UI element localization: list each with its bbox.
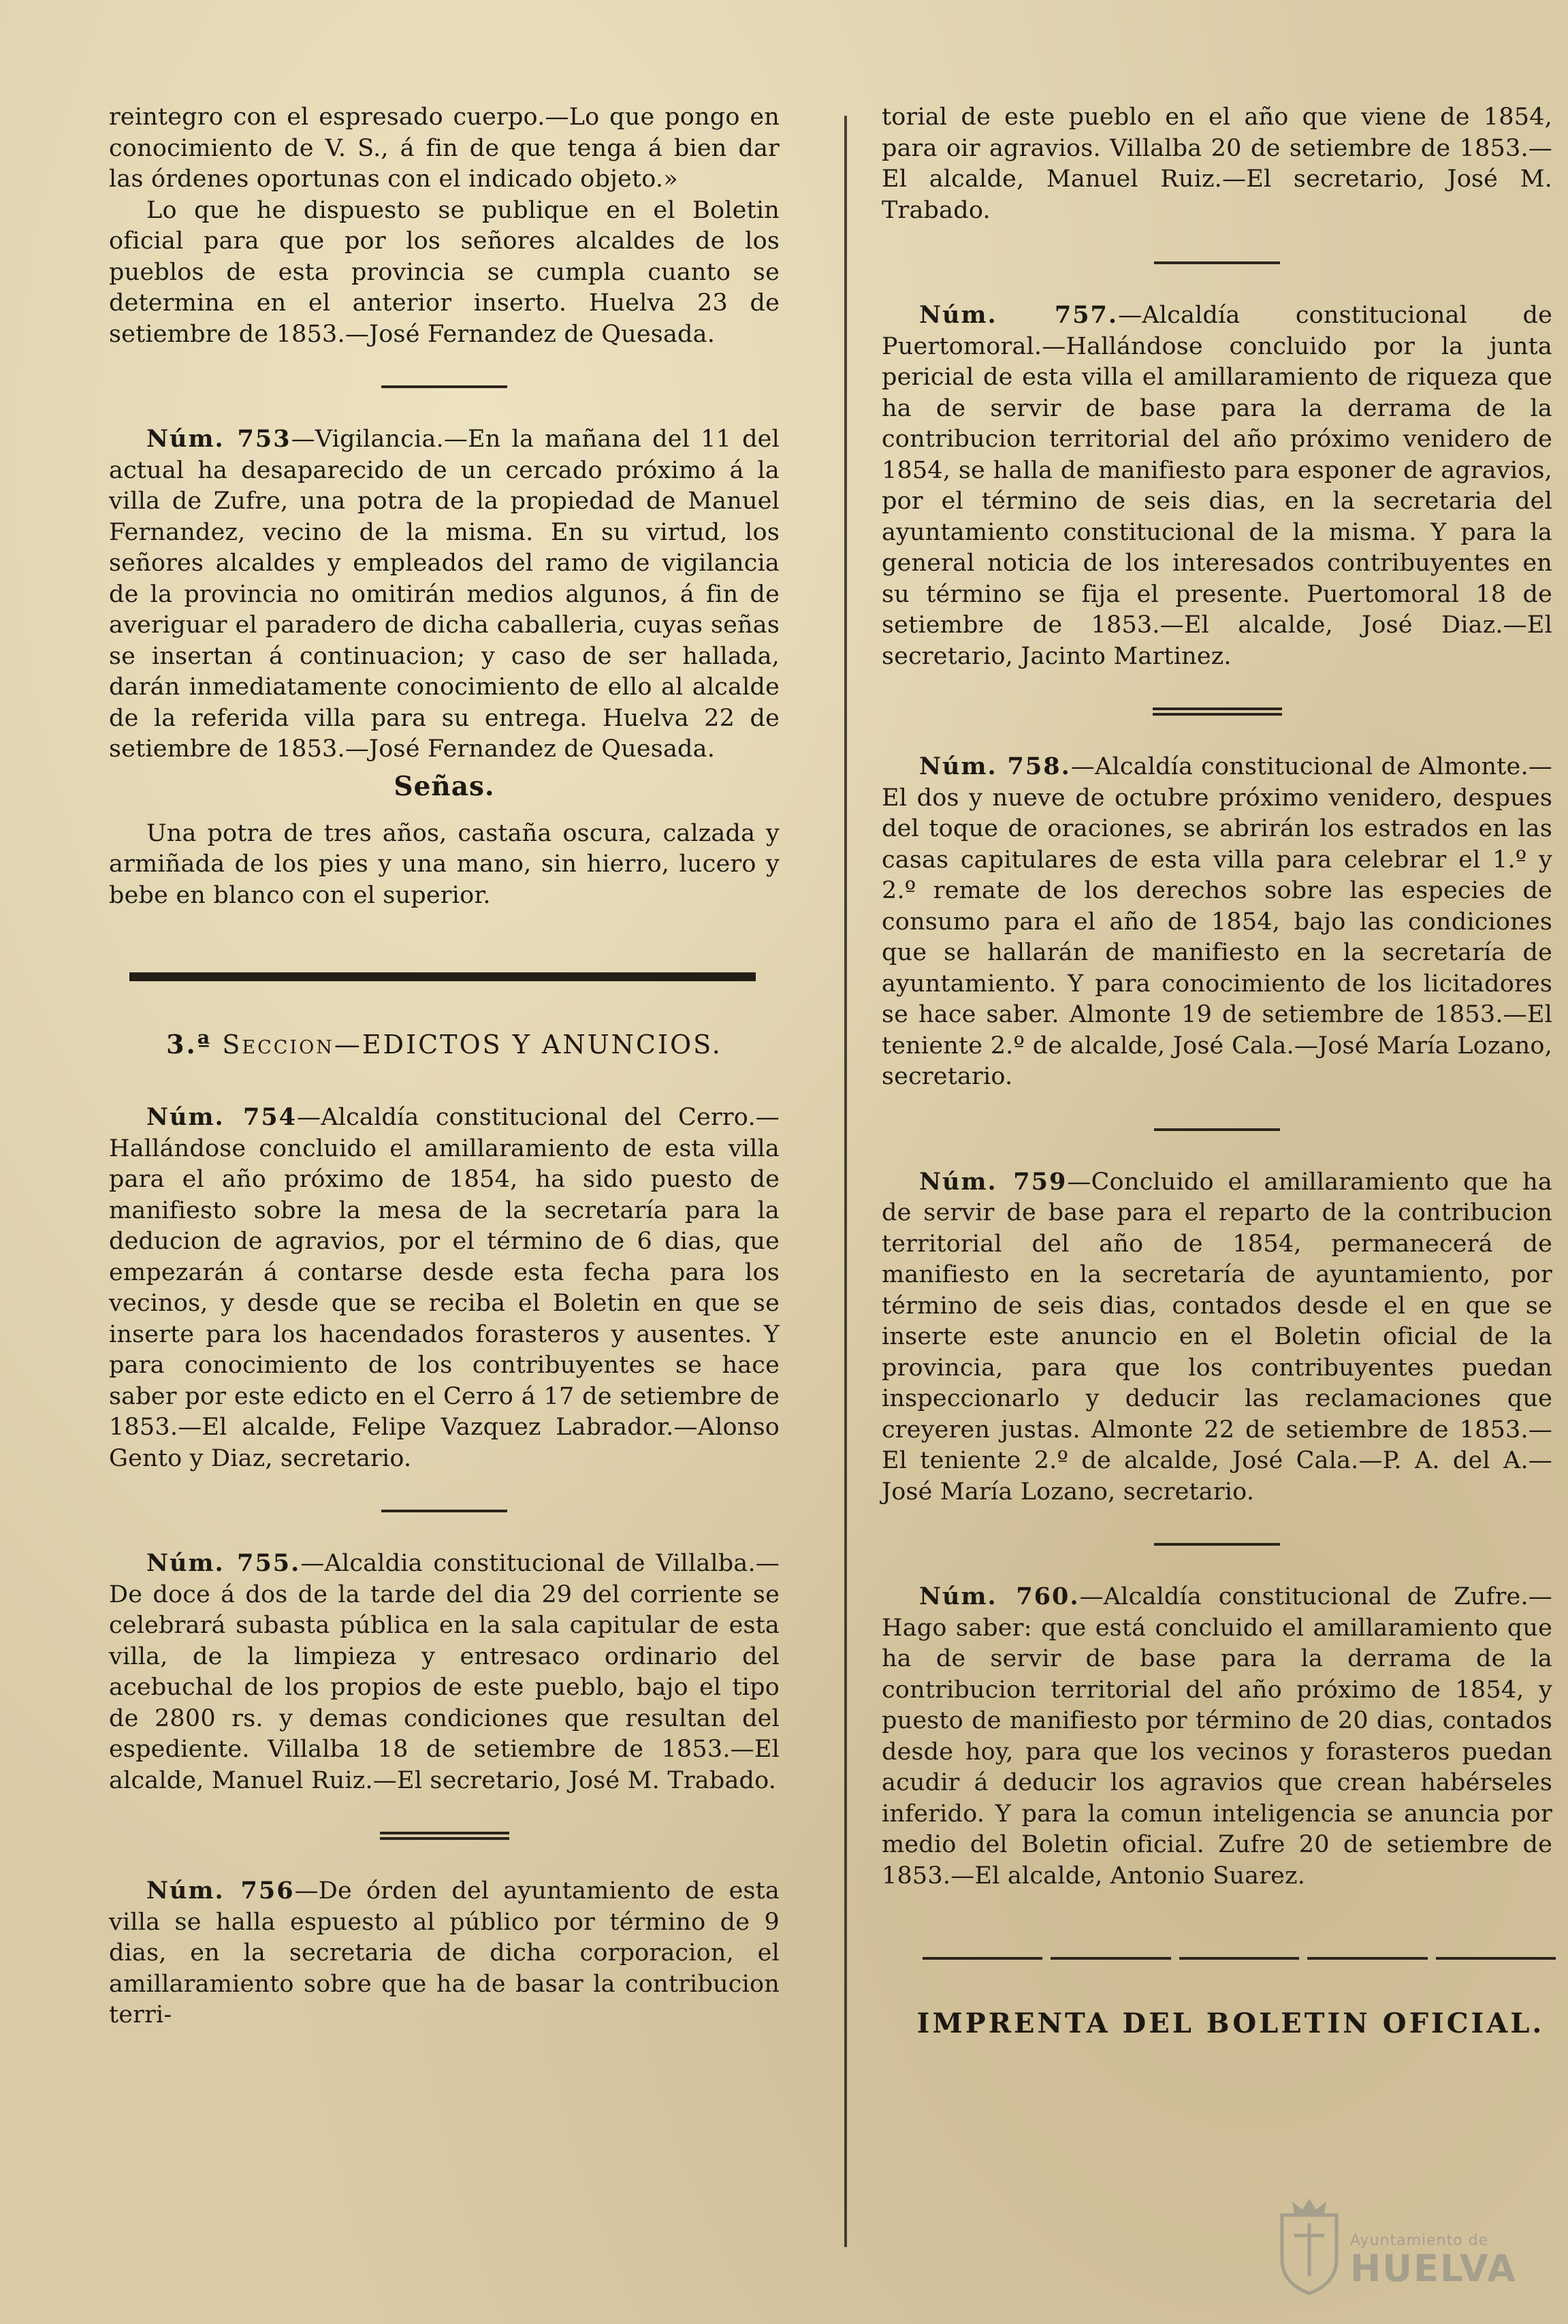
section-title: —EDICTOS Y ANUNCIOS. <box>334 1030 722 1060</box>
separator <box>1154 261 1280 264</box>
archive-watermark <box>1275 2195 1520 2304</box>
section-rule <box>129 972 756 981</box>
separator <box>381 1510 507 1512</box>
watermark-text <box>1350 2232 1517 2289</box>
notice-text: —Concluido el amillaramiento que ha de servir de base para el reparto de la contribucion territorial del año de 1854, permanecerá de manifiesto en la secretaría de ayuntamiento, por término de seis dias, contados desde el en que se inserte este anuncio en el Boletin oficial de la provincia, para que los contribuyentes puedan inspeccionarlo y deducir las reclamaciones que creyeren justas. Almonte 22 de setiembre de 1853.—El teniente 2.º de alcalde, José Cala.—P. A. del A.—José María Lozano, secretario. <box>882 1168 1552 1506</box>
notice-number: Núm. 754 <box>146 1103 298 1131</box>
double-separator <box>1153 707 1282 710</box>
notice-754 <box>109 1102 780 1474</box>
senas-text: Una potra de tres años, castaña oscura, calzada y armiñada de los pies y una mano, sin hierro, lucero y bebe en blanco con el superior. <box>109 819 780 909</box>
notice-760 <box>882 1581 1552 1892</box>
notice-number: Núm. 757. <box>919 301 1119 329</box>
notice-number: Núm. 758. <box>919 752 1071 780</box>
notice-number: Núm. 759 <box>919 1167 1068 1196</box>
notice-text: —Vigilancia.—En la mañana del 11 del actual ha desaparecido de un cercado próximo á la villa de Zufre, una potra de la propiedad de Manuel Fernandez, vecino de la misma. En su virtud, los señores alcaldes y empleados del ramo de vigilancia de la provincia no omitirán medios algunos, á fin de averiguar el paradero de dicha caballeria, cuyas señas se insertan á continuacion; y caso de ser hallada, darán inmediatamente conocimiento de ello al alcalde de la referida villa para su entrega. Huelva 22 de setiembre de 1853.—José Fernandez de Quesada. <box>109 426 780 763</box>
column-divider <box>844 116 847 2247</box>
publish-paragraph: Lo que he dispuesto se publique en el Boletin oficial para que por los señores alcaldes de los pueblos de esta provincia se cumpla cuanto se determina en el anterior inserto. Huelva 23 de setiembre de 1853.—José Fernandez de Quesada. <box>109 196 780 348</box>
notice-text: —Alcaldía constitucional del Cerro.—Hallándose concluido el amillaramiento de esta villa para el año próximo de 1854, ha sido puesto de manifiesto sobre la mesa de la secretaría para la deducion de agravios, por el término de 6 dias, que empezarán á contarse desde esta fecha para los vecinos, y desde que se reciba el Boletin en que se inserte para los hacendados forasteros y ausentes. Y para conocimiento de los contribuyentes se hace saber por este edicto en el Cerro á 17 de setiembre de 1853.—El alcalde, Felipe Vazquez Labrador.—Alonso Gento y Diaz, secretario. <box>109 1104 780 1472</box>
notice-number: Núm. 756 <box>146 1877 295 1905</box>
intro-paragraph: reintegro con el espresado cuerpo.—Lo que pongo en conocimiento de V. S., á fin de que tenga á bien dar las órdenes oportunas con el indicado objeto.» <box>109 104 780 193</box>
notice-number: Núm. 755. <box>146 1549 301 1577</box>
notice-759 <box>882 1166 1552 1508</box>
notice-text: —Alcaldía constitucional de Zufre.—Hago saber: que está concluido el amillaramiento que ha de servir de base para la derrama de la contribucion territorial del año próximo de 1854, y puesto de manifiesto por término de 20 dias, contados desde hoy, para que los vecinos y forasteros puedan acudir á deducir los agravios que crean habérseles inferido. Y para la comun inteligencia se anuncia por medio del Boletin oficial. Zufre 20 de setiembre de 1853.—El alcalde, Antonio Suarez. <box>882 1583 1552 1890</box>
notice-757 <box>882 300 1552 672</box>
notice-758 <box>882 751 1552 1093</box>
double-separator <box>380 1832 509 1834</box>
notice-text: —De órden del ayuntamiento de esta villa se halla espuesto al público por término de 9 dias, en la secretaria de dicha corporacion, el amillaramiento sobre que ha de basar la contribucion terri- <box>109 1877 780 2028</box>
left-column <box>109 102 780 2031</box>
notice-text: —Alcaldía constitucional de Puertomoral.—Hallándose concluido por la junta pericial de esta villa el amillaramiento de riqueza que ha de servir de base para la derrama de la contribucion territorial del año próximo venidero de 1854, se halla de manifiesto para esponer de agravios, por el término de seis dias, en la secretaria del ayuntamiento constitucional de la misma. Y para la general noticia de los interesados contribuyentes en su término se fija el presente. Puertomoral 18 de setiembre de 1853.—El alcalde, José Diaz.—El secretario, Jacinto Martinez. <box>882 302 1552 670</box>
section-label: Seccion <box>222 1030 334 1060</box>
watermark-line2: HUELVA <box>1350 2247 1517 2290</box>
notice-755 <box>109 1548 780 1796</box>
section-number: 3.ª <box>166 1029 212 1060</box>
separator <box>381 385 507 388</box>
separator <box>1154 1128 1280 1131</box>
watermark-line1: Ayuntamiento de <box>1350 2232 1489 2249</box>
notice-756 <box>109 1875 780 2031</box>
notice-number: Núm. 753 <box>146 425 291 453</box>
notice-753 <box>109 424 780 765</box>
separator <box>1154 1543 1280 1546</box>
notice-number: Núm. 760. <box>919 1582 1080 1610</box>
printer-imprint: IMPRENTA DEL BOLETIN OFICIAL. <box>916 2007 1545 2039</box>
crest-icon <box>1275 2195 1343 2297</box>
notice-text: —Alcaldia constitucional de Villalba.—De doce á dos de la tarde del dia 29 del corriente se celebrará subasta pública en la sala capitular de esta villa, de la limpieza y entresaco ordinario del acebuchal de los propios de este pueblo, bajo el tipo de 2800 rs. y demas condiciones que resultan del espediente. Villalba 18 de setiembre de 1853.—El alcalde, Manuel Ruiz.—El secretario, José M. Trabado. <box>109 1550 780 1794</box>
closing-dashed-rule <box>923 1957 1556 1960</box>
senas-heading: Señas. <box>394 770 495 802</box>
notice-756-continued: torial de este pueblo en el año que viene de 1854, para oir agravios. Villalba 20 de setiembre de 1853.—El alcalde, Manuel Ruiz.—El secretario, José M. Trabado. <box>882 104 1552 224</box>
notice-text: —Alcaldía constitucional de Almonte.—El dos y nueve de octubre próximo venidero, despues del toque de oraciones, se abrirán los estrados en las casas capitulares de esta villa para celebrar el 1.º y 2.º remate de los derechos sobre las especies de consumo para el año de 1854, bajo las condiciones que se hallarán de manifiesto en la secretaría de ayuntamiento. Y para conocimiento de los licitadores se hace saber. Almonte 19 de setiembre de 1853.—El teniente 2.º de alcalde, José Cala.—José María Lozano, secretario. <box>882 753 1552 1090</box>
right-column <box>882 102 1552 2039</box>
section-heading <box>109 1029 780 1060</box>
